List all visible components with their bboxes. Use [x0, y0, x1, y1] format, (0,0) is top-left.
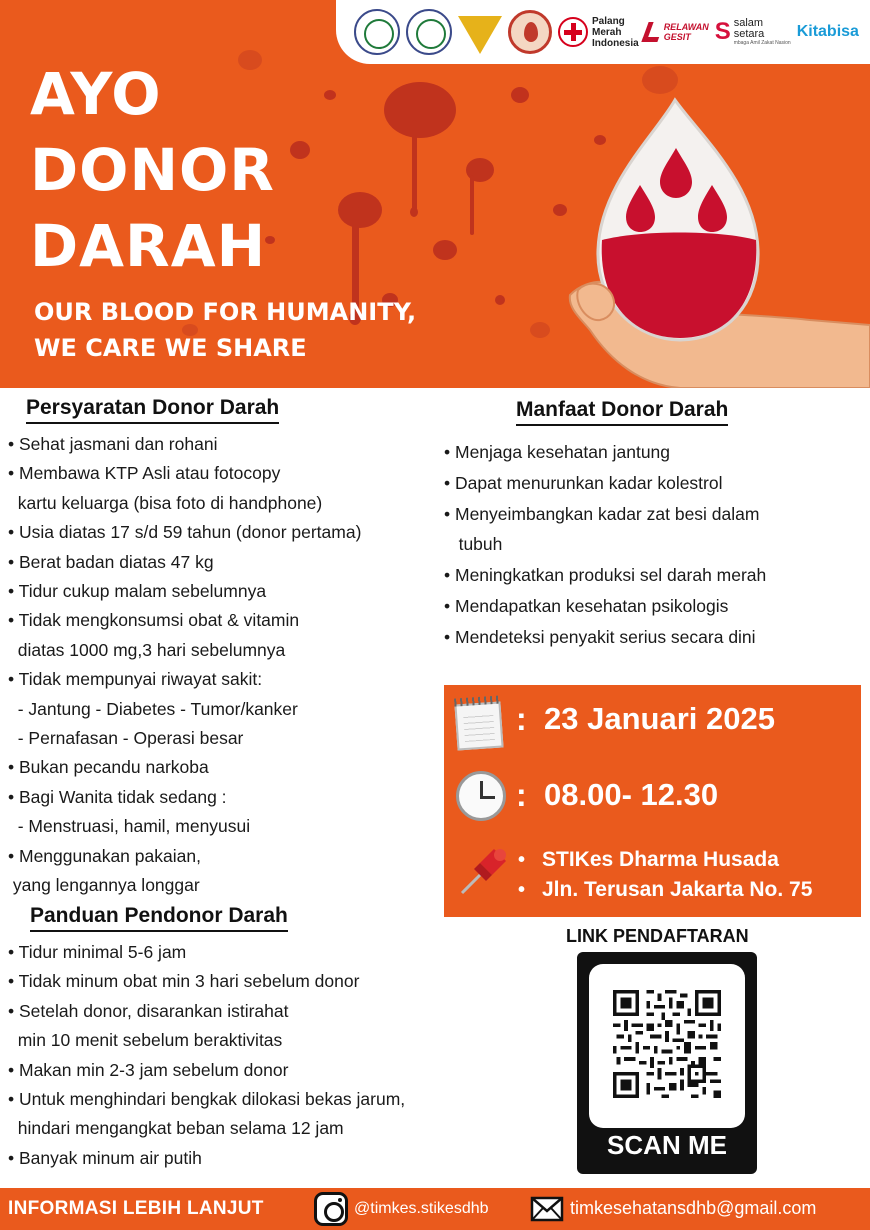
email-link[interactable]: timkesehatansdhb@gmail.com: [570, 1198, 817, 1218]
manfaat-list: [444, 437, 766, 653]
timkes-donor-logo: [508, 10, 552, 54]
sponsor-logo-bar: [336, 0, 870, 64]
list-item: hindari mengangkat beban selama 12 jam: [8, 1118, 344, 1139]
tagline: OUR BLOOD FOR HUMANITY, WE CARE WE SHARE: [34, 298, 417, 362]
list-item: • Makan min 2-3 jam sebelum donor: [8, 1059, 289, 1080]
salam-setara-logo: S salam setara mbaga Amil Zakat Nasion: [714, 17, 791, 46]
list-item: tubuh: [444, 534, 503, 555]
campus-seal-logo: [354, 9, 400, 55]
list-item: • Usia diatas 17 s/d 59 tahun (donor pertama): [8, 522, 362, 543]
calendar-icon: [454, 701, 503, 750]
kitabisa-logo: Kitabisa: [796, 23, 859, 40]
pushpin-icon: [452, 843, 512, 903]
list-item: • Untuk menghindari bengkak dilokasi bekas jarum,: [8, 1089, 406, 1110]
event-info-box: : 23 Januari 2025 : 08.00- 12.30 • STIKes Dharma Husada • Jln. Terusan Jakarta No. 75: [444, 685, 861, 917]
list-item: • Tidur minimal 5-6 jam: [8, 942, 187, 962]
list-item: • Menggunakan pakaian,: [8, 845, 201, 866]
list-item: • Berat badan diatas 47 kg: [8, 551, 214, 572]
persyaratan-list: [8, 430, 361, 901]
list-item: • Tidak minum obat min 3 hari sebelum donor: [8, 971, 360, 992]
pmi-logo: Palang Merah Indonesia: [558, 16, 639, 49]
list-item: • Sehat jasmani dan rohani: [8, 434, 218, 454]
footer-bar: [0, 1188, 870, 1230]
event-time: 08.00- 12.30: [544, 777, 719, 812]
qr-code[interactable]: [613, 990, 721, 1098]
mail-icon[interactable]: [530, 1194, 564, 1224]
list-item: • Mendapatkan kesehatan psikologis: [444, 595, 729, 616]
list-item: - Jantung - Diabetes - Tumor/kanker: [8, 698, 298, 719]
instagram-icon[interactable]: [314, 1192, 348, 1226]
list-item: min 10 menit sebelum beraktivitas: [8, 1030, 283, 1051]
student-exec-logo: [406, 9, 452, 55]
list-item: • Meningkatkan produksi sel darah merah: [444, 565, 767, 586]
event-venue: STIKes Dharma Husada: [542, 848, 779, 871]
list-item: diatas 1000 mg,3 hari sebelumnya: [8, 639, 286, 660]
list-item: - Menstruasi, hamil, menyusui: [8, 816, 251, 837]
list-item: • Dapat menurunkan kadar kolestrol: [444, 472, 723, 493]
list-item: • Banyak minum air putih: [8, 1147, 202, 1168]
list-item: • Bukan pecandu narkoba: [8, 757, 209, 778]
list-item: • Tidak mengkonsumsi obat & vitamin: [8, 610, 300, 631]
registration-qr-card[interactable]: [577, 952, 757, 1174]
footer-label: INFORMASI LEBIH LANJUT: [8, 1198, 264, 1219]
list-item: • Menjaga kesehatan jantung: [444, 442, 671, 462]
page-title: AYO DONOR DARAH: [30, 60, 275, 280]
blood-drop-in-hand-illustration: [560, 90, 870, 388]
list-item: • Bagi Wanita tidak sedang :: [8, 786, 227, 807]
list-item: • Tidak mempunyai riwayat sakit:: [8, 669, 263, 690]
registration-title: LINK PENDAFTARAN: [566, 926, 749, 946]
event-date: 23 Januari 2025: [544, 701, 775, 736]
list-item: • Membawa KTP Asli atau fotocopy: [8, 463, 281, 484]
scan-me-label: SCAN ME: [607, 1130, 727, 1160]
list-item: • Setelah donor, disarankan istirahat: [8, 1000, 289, 1021]
list-item: • Menyeimbangkan kadar zat besi dalam: [444, 503, 760, 524]
list-item: - Pernafasan - Operasi besar: [8, 728, 244, 749]
panduan-list: [8, 938, 405, 1173]
event-address: Jln. Terusan Jakarta No. 75: [542, 878, 813, 901]
relawan-gesit-logo: RELAWAN GESIT: [645, 22, 709, 42]
red-cross-icon: [558, 17, 588, 47]
list-item: • Tidur cukup malam sebelumnya: [8, 581, 267, 602]
clock-icon: [456, 771, 506, 821]
panduan-title: Panduan Pendonor Darah: [30, 904, 288, 928]
header-banner: [0, 0, 870, 388]
manfaat-title: Manfaat Donor Darah: [516, 398, 728, 422]
list-item: yang lengannya longgar: [8, 875, 200, 896]
instagram-handle-link[interactable]: @timkes.stikesdhb: [354, 1200, 489, 1217]
student-regiment-logo: [458, 16, 502, 54]
list-item: kartu keluarga (bisa foto di handphone): [8, 492, 323, 513]
persyaratan-title: Persyaratan Donor Darah: [26, 396, 279, 420]
list-item: • Mendeteksi penyakit serius secara dini: [444, 626, 756, 647]
